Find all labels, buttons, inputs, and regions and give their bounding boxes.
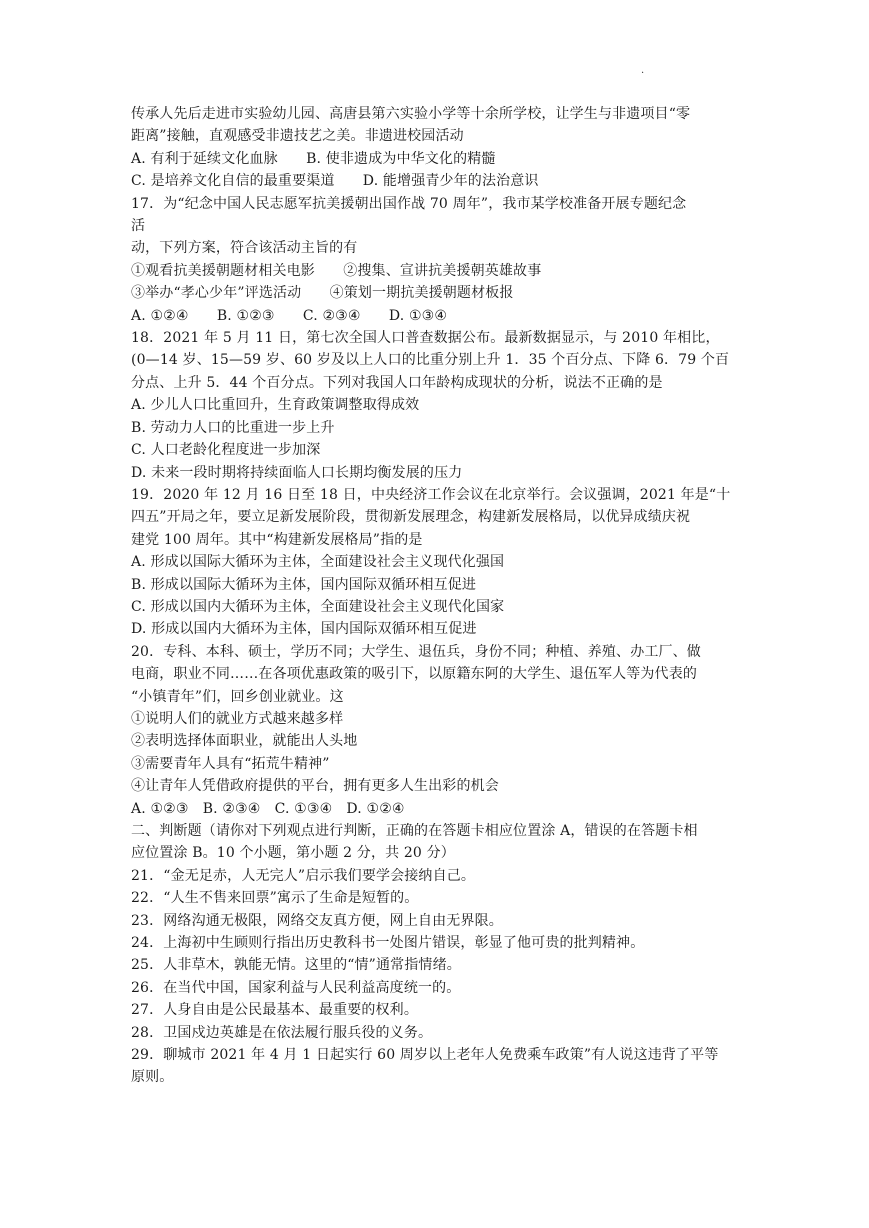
text-line: 23．网络沟通无极限，网络交友真方便，网上自由无界限。: [131, 912, 503, 929]
text-line: (0—14 岁、15—59 岁、60 岁及以上人口的比重分别上升 1．35 个百分点、下降 6．79 个百: [131, 352, 730, 369]
text-line: 22．“人生不售来回票”寓示了生命是短暂的。: [131, 890, 419, 907]
text-line: A. 形成以国际大循环为主体，全面建设社会主义现代化强国: [131, 554, 505, 571]
text-line: 20．专科、本科、硕士，学历不同；大学生、退伍兵，身份不同；种植、养殖、办工厂、做: [131, 643, 701, 660]
text-line: A. 有利于延续文化血脉 B. 使非遗成为中华文化的精髓: [131, 150, 496, 167]
text-line: B. 劳动力人口的比重进一步上升: [131, 419, 335, 436]
text-line: 分点、上升 5．44 个百分点。下列对我国人口年龄构成现状的分析，说法不正确的是: [131, 374, 663, 391]
text-line: 电商，职业不同……在各项优惠政策的吸引下，以原籍东阿的大学生、退伍军人等为代表的: [131, 666, 697, 683]
document-page: [131, 103, 743, 1089]
text-line: 28．卫国戍边英雄是在依法履行服兵役的义务。: [131, 1024, 433, 1041]
text-line: 17．为“纪念中国人民志愿军抗美援朝出国作战 70 周年”，我市某学校准备开展专题纪念: [131, 195, 687, 212]
text-line: 动，下列方案，符合该活动主旨的有: [131, 240, 358, 257]
text-line: D. 未来一段时期将持续面临人口长期均衡发展的压力: [131, 464, 463, 481]
text-line: C. 是培养文化自信的最重要渠道 D. 能增强青少年的法治意识: [131, 173, 539, 190]
text-line: 应位置涂 B。10 个小题，第小题 2 分，共 20 分）: [131, 845, 455, 862]
text-line: ④让青年人凭借政府提供的平台，拥有更多人生出彩的机会: [131, 778, 499, 795]
text-line: 29．聊城市 2021 年 4 月 1 日起实行 60 周岁以上老年人免费乘车政策”有人说这违背了平等: [131, 1047, 719, 1064]
text-line: A. ①②④ B. ①②③ C. ②③④ D. ①③④: [131, 307, 448, 324]
text-line: B. 形成以国际大循环为主体，国内国际双循环相互促进: [131, 576, 477, 593]
text-line: 建党 100 周年。其中“构建新发展格局”指的是: [131, 531, 423, 548]
text-line: ③举办“孝心少年”评选活动 ④策划一期抗美援朝题材板报: [131, 285, 514, 302]
text-line: 距离”接触，直观感受非遗技艺之美。非遗进校园活动: [131, 128, 464, 145]
text-line: 原则。: [131, 1069, 174, 1086]
corner-mark: .: [641, 65, 645, 76]
text-line: 26．在当代中国，国家利益与人民利益高度统一的。: [131, 979, 461, 996]
text-line: ②表明选择体面职业，就能出人头地: [131, 733, 358, 750]
text-line: A. ①②③ B. ②③④ C. ①③④ D. ①②④: [131, 800, 405, 817]
text-line: 四五”开局之年，要立足新发展阶段，贯彻新发展理念，构建新发展格局，以优异成绩庆祝: [131, 509, 691, 526]
text-line: C. 形成以国内大循环为主体，全面建设社会主义现代化国家: [131, 598, 505, 615]
text-line: 18．2021 年 5 月 11 日，第七次全国人口普查数据公布。最新数据显示，与 2010 年相比，: [131, 330, 720, 347]
text-line: ③需要青年人具有“拓荒牛精神”: [131, 755, 330, 772]
text-line: ①观看抗美援朝题材相关电影 ②搜集、宣讲抗美援朝英雄故事: [131, 262, 542, 279]
text-line: 19．2020 年 12 月 16 日至 18 日，中央经济工作会议在北京举行。会议强调，2021 年是“十: [131, 486, 731, 503]
text-line: 二、判断题（请你对下列观点进行判断，正确的在答题卡相应位置涂 A，错误的在答题卡相: [131, 823, 698, 839]
text-line: 活: [131, 218, 146, 235]
text-line: 25．人非草木，孰能无情。这里的“情”通常指情绪。: [131, 957, 461, 974]
text-line: “小镇青年”们，回乡创业就业。这: [131, 688, 344, 705]
text-line: A. 少儿人口比重回升，生育政策调整取得成效: [131, 397, 420, 414]
text-line: 24．上海初中生顾则行指出历史教科书一处图片错误，彰显了他可贵的批判精神。: [131, 935, 645, 952]
text-line: C. 人口老龄化程度进一步加深: [131, 442, 321, 459]
text-line: 27．人身自由是公民最基本、最重要的权利。: [131, 1002, 418, 1019]
text-line: D. 形成以国内大循环为主体，国内国际双循环相互促进: [131, 621, 477, 638]
text-line: ①说明人们的就业方式越来越多样: [131, 710, 344, 727]
text-line: 传承人先后走进市实验幼儿园、高唐县第六实验小学等十余所学校，让学生与非遗项目“零: [131, 106, 691, 122]
text-line: 21．“金无足赤，人无完人”启示我们要学会接纳自己。: [131, 867, 476, 884]
